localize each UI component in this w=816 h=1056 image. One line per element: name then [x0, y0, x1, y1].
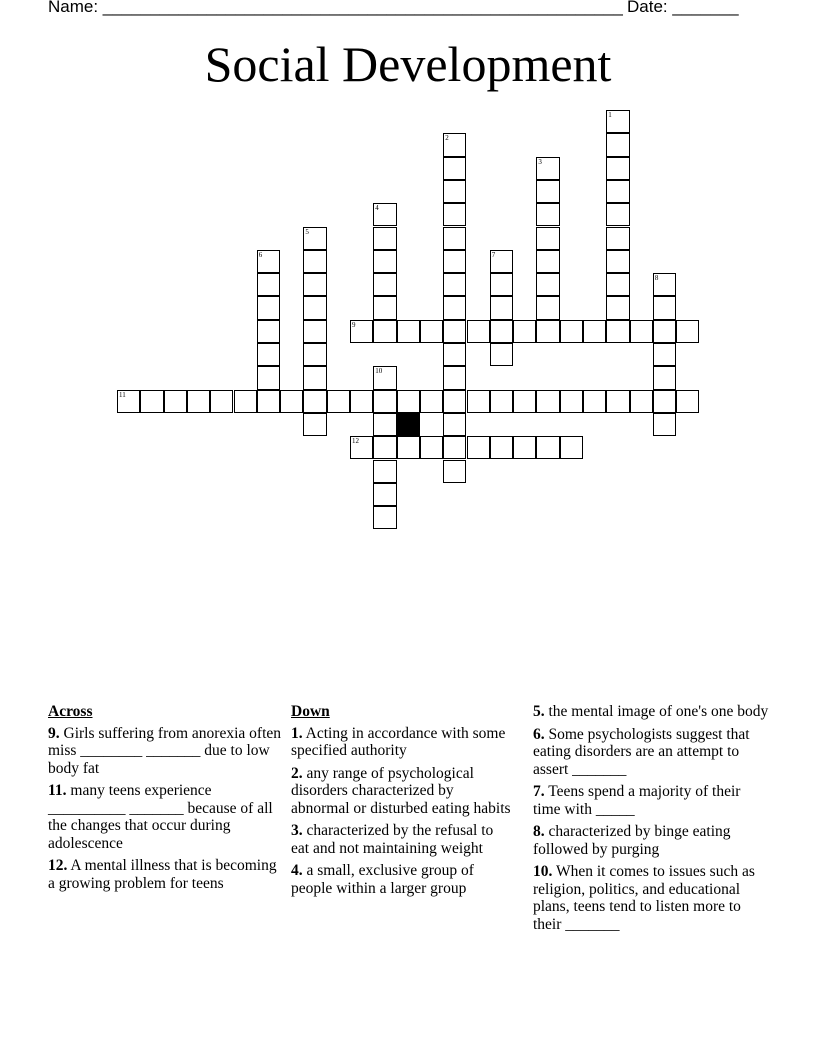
- grid-cell[interactable]: [257, 320, 280, 343]
- grid-cell[interactable]: [257, 390, 280, 413]
- clue-down-8: [533, 823, 769, 858]
- clue-number: 2.: [291, 764, 303, 782]
- grid-cell[interactable]: [210, 390, 233, 413]
- grid-cell[interactable]: [373, 390, 396, 413]
- clue-number-label: 7: [491, 250, 496, 259]
- grid-cell[interactable]: [606, 273, 629, 296]
- grid-cell[interactable]: [257, 366, 280, 389]
- black-square: [397, 413, 420, 436]
- clue-number: 4.: [291, 862, 303, 879]
- grid-cell[interactable]: [606, 390, 629, 413]
- clue-text: When it comes to issues such as religion, politics, and educational plans, teens tend to listen more to their _______: [533, 863, 755, 933]
- grid-cell[interactable]: [653, 390, 676, 413]
- grid-cell[interactable]: [490, 436, 513, 459]
- grid-cell[interactable]: [606, 203, 629, 226]
- grid-cell[interactable]: [536, 320, 559, 343]
- clue-text: Some psychologists suggest that eating disorders are an attempt to assert _______: [533, 725, 750, 778]
- grid-cell[interactable]: [490, 273, 513, 296]
- down-clues-continued: [533, 703, 769, 938]
- grid-cell[interactable]: [303, 296, 326, 319]
- grid-cell[interactable]: [536, 180, 559, 203]
- grid-cell[interactable]: [397, 320, 420, 343]
- grid-cell[interactable]: [490, 320, 513, 343]
- grid-cell[interactable]: [443, 366, 466, 389]
- clue-number-label: 11: [119, 390, 126, 399]
- clue-number: 1.: [291, 724, 303, 742]
- grid-cell[interactable]: [443, 227, 466, 250]
- clue-down-1: [291, 725, 511, 760]
- name-field-line: Name: _______________________________________________________: [48, 0, 623, 16]
- grid-cell[interactable]: [303, 343, 326, 366]
- grid-cell[interactable]: [653, 413, 676, 436]
- grid-cell[interactable]: [397, 436, 420, 459]
- clue-number-label: 2: [445, 134, 449, 143]
- grid-cell[interactable]: [653, 296, 676, 319]
- across-heading: Across: [48, 703, 93, 720]
- grid-cell[interactable]: [467, 436, 490, 459]
- grid-cell[interactable]: [443, 460, 466, 483]
- grid-cell[interactable]: [536, 203, 559, 226]
- clue-text: the mental image of one's one body: [548, 703, 769, 720]
- grid-cell[interactable]: [490, 343, 513, 366]
- grid-cell[interactable]: [467, 390, 490, 413]
- grid-cell[interactable]: [303, 413, 326, 436]
- grid-cell[interactable]: [303, 273, 326, 296]
- grid-cell[interactable]: [443, 343, 466, 366]
- grid-cell[interactable]: [187, 390, 210, 413]
- clue-number-label: 9: [352, 320, 356, 329]
- clue-down-4: [291, 862, 511, 897]
- grid-cell[interactable]: [583, 390, 606, 413]
- grid-cell[interactable]: [373, 413, 396, 436]
- grid-cell[interactable]: [443, 413, 466, 436]
- grid-cell[interactable]: [373, 483, 396, 506]
- grid-cell[interactable]: [443, 180, 466, 203]
- across-clues: [48, 703, 283, 897]
- clue-down-5: [533, 703, 769, 721]
- clue-text: A mental illness that is becoming a growing problem for teens: [48, 857, 277, 892]
- clue-across-9: [48, 725, 283, 778]
- grid-cell[interactable]: [606, 133, 629, 156]
- grid-cell[interactable]: [140, 390, 163, 413]
- grid-cell[interactable]: [560, 390, 583, 413]
- clue-number-label: 4: [375, 204, 379, 213]
- clue-number: 5.: [533, 703, 545, 720]
- clue-number: 12.: [48, 857, 68, 874]
- grid-cell[interactable]: [280, 390, 303, 413]
- grid-cell[interactable]: [303, 320, 326, 343]
- clue-text: many teens experience __________ _______ because of all the changes that occur during adolescence: [48, 782, 273, 852]
- grid-cell[interactable]: [536, 296, 559, 319]
- grid-cell[interactable]: [443, 436, 466, 459]
- grid-cell[interactable]: [234, 390, 257, 413]
- clue-number: 3.: [291, 822, 303, 839]
- grid-cell[interactable]: [606, 296, 629, 319]
- grid-cell[interactable]: [606, 227, 629, 250]
- grid-cell[interactable]: [630, 390, 653, 413]
- clue-down-10: [533, 863, 769, 933]
- clue-number: 7.: [533, 783, 545, 800]
- grid-cell[interactable]: [606, 157, 629, 180]
- grid-cell[interactable]: [257, 343, 280, 366]
- clue-number: 6.: [533, 725, 545, 743]
- down-clues: [291, 703, 511, 902]
- grid-cell[interactable]: [373, 273, 396, 296]
- grid-cell[interactable]: [630, 320, 653, 343]
- clue-number: 8.: [533, 823, 545, 840]
- clue-across-12: [48, 857, 283, 892]
- grid-cell[interactable]: [373, 460, 396, 483]
- clue-across-11: [48, 782, 283, 852]
- grid-cell[interactable]: [373, 296, 396, 319]
- grid-cell[interactable]: [676, 390, 699, 413]
- grid-cell[interactable]: [443, 390, 466, 413]
- grid-cell[interactable]: [420, 436, 443, 459]
- date-field-line: Date: _______: [627, 0, 739, 16]
- grid-cell[interactable]: [303, 250, 326, 273]
- grid-cell[interactable]: [257, 273, 280, 296]
- clue-number: 11.: [48, 782, 67, 799]
- clue-down-7: [533, 783, 769, 818]
- clue-down-6: [533, 726, 769, 779]
- grid-cell[interactable]: [676, 320, 699, 343]
- clue-text: Acting in accordance with some specified authority: [291, 724, 506, 759]
- clue-text: characterized by the refusal to eat and not maintaining weight: [291, 822, 494, 857]
- grid-cell[interactable]: [653, 343, 676, 366]
- clue-number: 10.: [533, 863, 553, 880]
- grid-cell[interactable]: [443, 157, 466, 180]
- clue-number-label: 6: [258, 250, 263, 259]
- grid-cell[interactable]: [583, 320, 606, 343]
- clue-number-label: 1: [608, 111, 612, 119]
- grid-cell[interactable]: [373, 436, 396, 459]
- grid-cell[interactable]: [164, 390, 187, 413]
- grid-cell[interactable]: [397, 390, 420, 413]
- grid-cell[interactable]: [420, 390, 443, 413]
- grid-cell[interactable]: [443, 273, 466, 296]
- clue-number-label: 3: [538, 157, 542, 166]
- down-heading: Down: [291, 703, 330, 720]
- grid-cell[interactable]: [373, 250, 396, 273]
- clue-number-label: 10: [375, 367, 383, 376]
- grid-cell[interactable]: [536, 436, 559, 459]
- grid-cell[interactable]: [536, 390, 559, 413]
- clue-text: Girls suffering from anorexia often miss ________ _______ due to low body fat: [48, 724, 282, 777]
- grid-cell[interactable]: [490, 296, 513, 319]
- clue-number-label: 12: [352, 437, 359, 446]
- grid-cell[interactable]: [490, 390, 513, 413]
- clue-text: a small, exclusive group of people within a larger group: [291, 862, 474, 897]
- grid-cell[interactable]: [443, 320, 466, 343]
- grid-cell[interactable]: [560, 436, 583, 459]
- grid-cell[interactable]: [373, 506, 396, 529]
- grid-cell[interactable]: [536, 273, 559, 296]
- grid-cell[interactable]: [536, 250, 559, 273]
- grid-cell[interactable]: [560, 320, 583, 343]
- grid-cell[interactable]: [373, 320, 396, 343]
- clue-down-2: [291, 765, 511, 818]
- grid-cell[interactable]: [513, 390, 536, 413]
- grid-cell[interactable]: [443, 203, 466, 226]
- page-title: Social Development: [204, 36, 612, 92]
- grid-cell[interactable]: [513, 436, 536, 459]
- grid-cell[interactable]: [606, 250, 629, 273]
- grid-cell[interactable]: [257, 296, 280, 319]
- grid-cell[interactable]: [303, 390, 326, 413]
- grid-cell[interactable]: [467, 320, 490, 343]
- grid-cell[interactable]: [653, 320, 676, 343]
- grid-cell[interactable]: [350, 390, 373, 413]
- grid-cell[interactable]: [420, 320, 443, 343]
- grid-cell[interactable]: [303, 366, 326, 389]
- grid-cell[interactable]: [513, 320, 536, 343]
- grid-cell[interactable]: [327, 390, 350, 413]
- grid-cell[interactable]: [606, 320, 629, 343]
- grid-cell[interactable]: [443, 296, 466, 319]
- grid-cell[interactable]: [373, 227, 396, 250]
- grid-cell[interactable]: [653, 366, 676, 389]
- clue-number-label: 5: [305, 227, 309, 236]
- clue-text: any range of psychological disorders characterized by abnormal or disturbed eating habits: [291, 764, 511, 817]
- clue-number-label: 8: [654, 274, 659, 283]
- clue-text: characterized by binge eating followed by purging: [533, 823, 731, 858]
- grid-cell[interactable]: [536, 227, 559, 250]
- grid-cell[interactable]: [606, 180, 629, 203]
- clue-down-3: [291, 822, 511, 857]
- clue-number: 9.: [48, 724, 60, 742]
- grid-cell[interactable]: [443, 250, 466, 273]
- clue-text: Teens spend a majority of their time with _____: [533, 783, 741, 818]
